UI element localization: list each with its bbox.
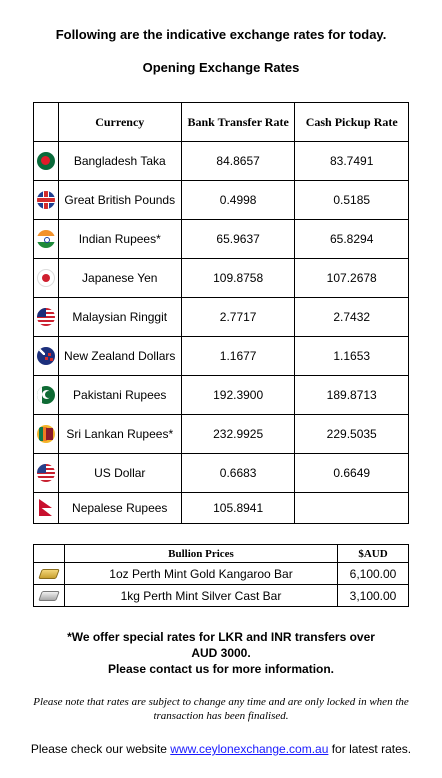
- table-row: [34, 220, 409, 259]
- bank-transfer-rate: 232.9925: [181, 415, 295, 454]
- table-row: [34, 493, 409, 524]
- special-offer-notice: [0, 629, 442, 677]
- flag-cell: [34, 259, 59, 298]
- flag-cell: [34, 376, 59, 415]
- table-row: [34, 181, 409, 220]
- currency-name: Nepalese Rupees: [58, 493, 181, 524]
- pakistan-flag-icon: [37, 386, 55, 404]
- bullion-price-column-header: $AUD: [338, 545, 409, 563]
- footer-text: [0, 742, 442, 756]
- offer-line: AUD 3000.: [191, 646, 251, 660]
- bullion-item-name: 1oz Perth Mint Gold Kangaroo Bar: [65, 563, 338, 585]
- bank-transfer-rate: 0.4998: [181, 181, 295, 220]
- flag-cell: [34, 493, 59, 524]
- exchange-rates-table: [33, 102, 409, 524]
- us-flag-icon: [37, 464, 55, 482]
- cash-pickup-rate: 65.8294: [295, 220, 409, 259]
- flag-cell: [34, 454, 59, 493]
- cash-pickup-rate: 0.6649: [295, 454, 409, 493]
- rates-header-row: [34, 103, 409, 142]
- page-headline: Following are the indicative exchange rates for today.: [55, 27, 387, 42]
- cash-pickup-rate: 107.2678: [295, 259, 409, 298]
- footer-prefix: Please check our website: [30, 742, 171, 756]
- table-row: [34, 454, 409, 493]
- gold-bar-icon: [38, 569, 60, 579]
- offer-line: *We offer special rates for LKR and INR transfers over: [67, 630, 375, 644]
- cash-pickup-rate: 189.8713: [295, 376, 409, 415]
- bullion-prices-table: [33, 544, 409, 607]
- table-row: [34, 563, 409, 585]
- cash-pickup-rate: 2.7432: [295, 298, 409, 337]
- currency-name: Great British Pounds: [58, 181, 181, 220]
- website-link[interactable]: www.ceylonexchange.com.au: [170, 742, 329, 756]
- currency-name: Sri Lankan Rupees*: [58, 415, 181, 454]
- bullion-price: 3,100.00: [338, 585, 409, 607]
- bank-transfer-column-header: Bank Transfer Rate: [181, 103, 295, 142]
- currency-name: New Zealand Dollars: [58, 337, 181, 376]
- bank-transfer-rate: 2.7717: [181, 298, 295, 337]
- india-flag-icon: [37, 230, 55, 248]
- table-row: [34, 376, 409, 415]
- cash-pickup-rate: 0.5185: [295, 181, 409, 220]
- table-row: [34, 585, 409, 607]
- bank-transfer-rate: 0.6683: [181, 454, 295, 493]
- japan-flag-icon: [37, 269, 55, 287]
- page-subheading: Opening Exchange Rates: [142, 60, 300, 75]
- bank-transfer-rate: 84.8657: [181, 142, 295, 181]
- offer-contact-line: Please contact us for more information.: [107, 662, 335, 676]
- bullion-icon-column-header: [34, 545, 65, 563]
- currency-name: Indian Rupees*: [58, 220, 181, 259]
- cash-pickup-rate: 229.5035: [295, 415, 409, 454]
- bullion-price: 6,100.00: [338, 563, 409, 585]
- flag-cell: [34, 220, 59, 259]
- uk-flag-icon: [37, 191, 55, 209]
- currency-name: US Dollar: [58, 454, 181, 493]
- bank-transfer-rate: 65.9637: [181, 220, 295, 259]
- bangladesh-flag-icon: [37, 152, 55, 170]
- currency-column-header: Currency: [58, 103, 181, 142]
- currency-name: Malaysian Ringgit: [58, 298, 181, 337]
- bullion-icon-cell: [34, 563, 65, 585]
- currency-name: Japanese Yen: [58, 259, 181, 298]
- sri-lanka-flag-icon: [37, 425, 55, 443]
- bank-transfer-rate: 1.1677: [181, 337, 295, 376]
- bullion-icon-cell: [34, 585, 65, 607]
- flag-cell: [34, 298, 59, 337]
- flag-column-header: [34, 103, 59, 142]
- flag-cell: [34, 415, 59, 454]
- bank-transfer-rate: 192.3900: [181, 376, 295, 415]
- flag-cell: [34, 142, 59, 181]
- cash-pickup-column-header: Cash Pickup Rate: [295, 103, 409, 142]
- nepal-flag-icon: [39, 499, 53, 517]
- cash-pickup-rate: 83.7491: [295, 142, 409, 181]
- cash-pickup-rate: 1.1653: [295, 337, 409, 376]
- table-row: [34, 298, 409, 337]
- table-row: [34, 259, 409, 298]
- bank-transfer-rate: 109.8758: [181, 259, 295, 298]
- rate-change-disclaimer: Please note that rates are subject to change any time and are only locked in when the transaction has been finalised.: [33, 696, 409, 722]
- table-row: [34, 415, 409, 454]
- flag-cell: [34, 181, 59, 220]
- cash-pickup-rate: [295, 493, 409, 524]
- bullion-item-column-header: Bullion Prices: [65, 545, 338, 563]
- silver-bar-icon: [38, 591, 60, 601]
- bullion-header-row: [34, 545, 409, 563]
- bullion-item-name: 1kg Perth Mint Silver Cast Bar: [65, 585, 338, 607]
- bank-transfer-rate: 105.8941: [181, 493, 295, 524]
- footer-suffix: for latest rates.: [328, 742, 412, 756]
- table-row: [34, 337, 409, 376]
- currency-name: Pakistani Rupees: [58, 376, 181, 415]
- table-row: [34, 142, 409, 181]
- flag-cell: [34, 337, 59, 376]
- currency-name: Bangladesh Taka: [58, 142, 181, 181]
- new-zealand-flag-icon: [37, 347, 55, 365]
- malaysia-flag-icon: [37, 308, 55, 326]
